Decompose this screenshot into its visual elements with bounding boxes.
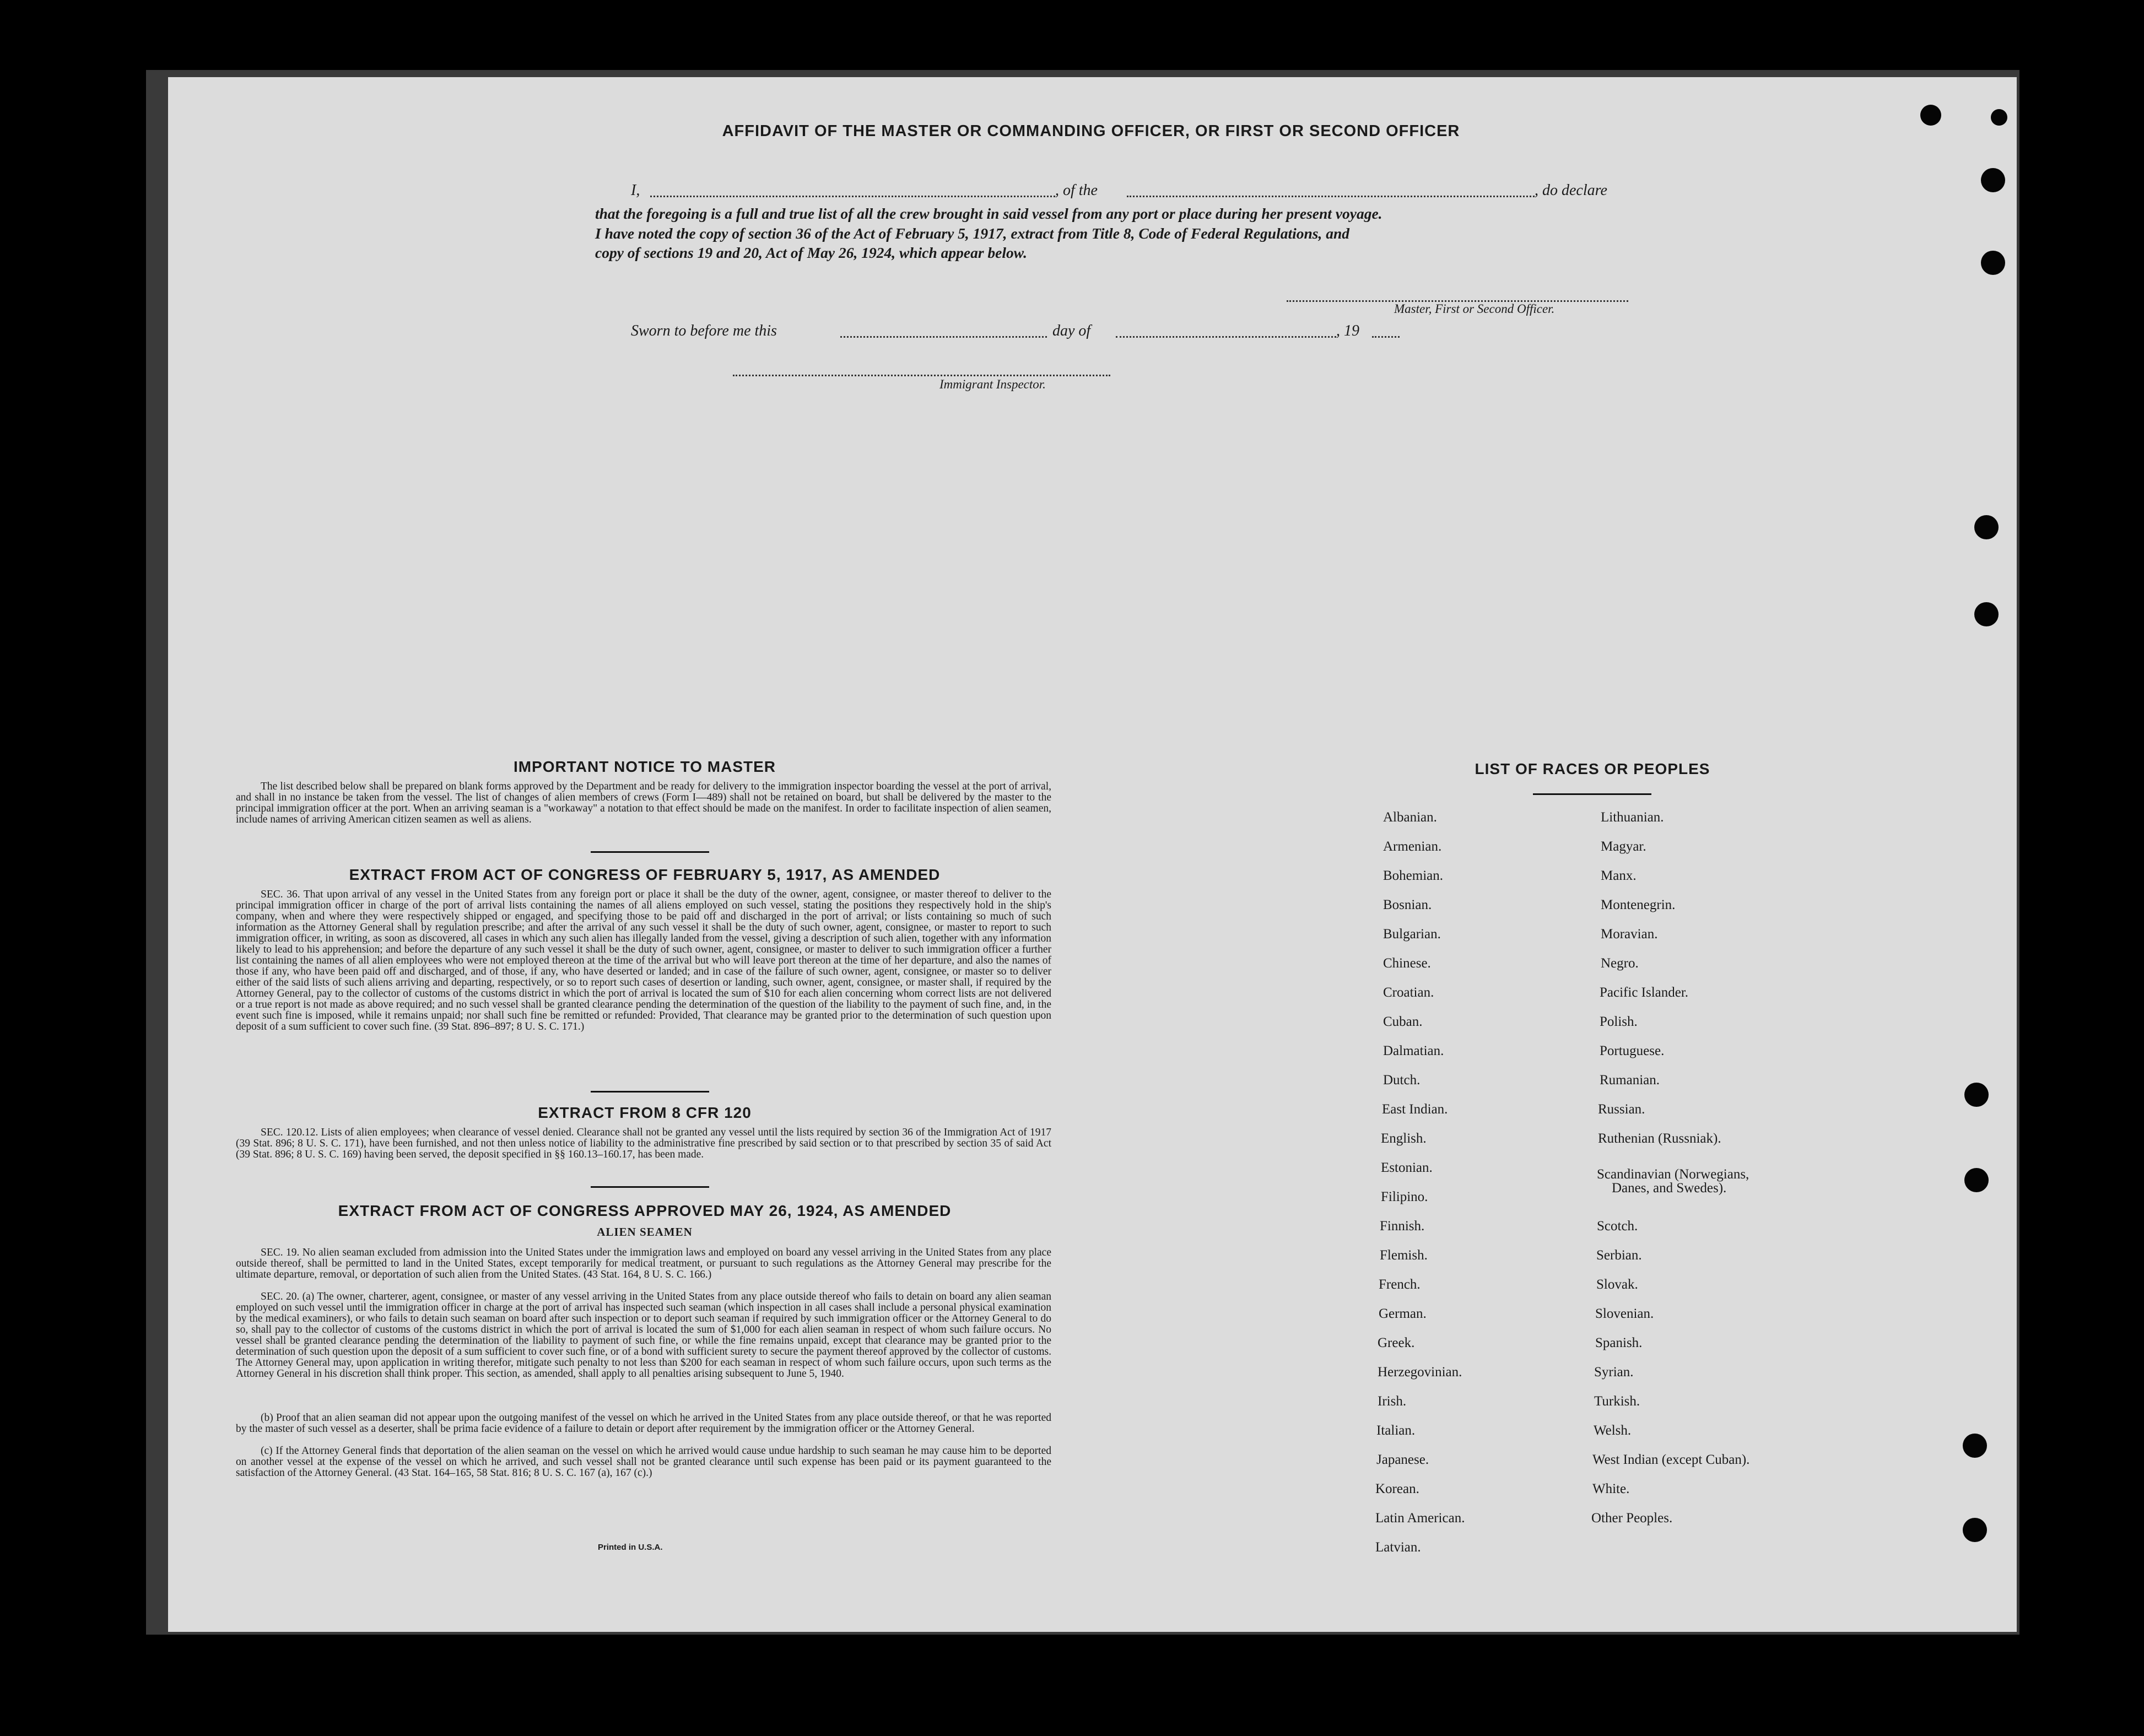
race-item: Polish. [1600,1014,1638,1029]
race-item: Syrian. [1594,1365,1634,1380]
race-item: Korean. [1375,1481,1419,1496]
race-item: Dalmatian. [1383,1043,1444,1058]
extract-cfr-title: EXTRACT FROM 8 CFR 120 [538,1104,752,1121]
punch-hole [1991,109,2007,126]
sworn-label: Sworn to before me this [631,322,777,339]
name-blank[interactable] [650,196,1055,197]
race-item: Montenegrin. [1601,897,1676,912]
race-item: Welsh. [1594,1423,1632,1438]
race-item: Other Peoples. [1591,1511,1673,1526]
sec20a-body: SEC. 20. (a) The owner, charterer, agent, consignee, or master of any vessel arriving in the United States from any place outside thereof who fails to detain on board any alien seaman employed on such vessel until the immigration officer in charge at the port of arrival has inspected such seaman (which inspection in all cases shall include a personal physical examination by the medical examiners), or who fails to detain such seaman on board after such inspection or to deport such seaman if required by such immigration officer or the Attorney General to do so, shall pay to the collector of customs of the customs district in which the port of arrival is located the sum of $1,000 for each alien seaman in respect of whom such failure occurs. No vessel shall be granted clearance pending the determination of the liability to payment of such fine, or while the fine remains unpaid, except that clearance may be granted prior to the determination of such question upon the deposit of a sum sufficient to cover such fine, or of a bond with sufficient surety to secure the payment thereof approved by the collector of customs. The Attorney General may, upon application in writing therefor, mitigate such penalty to not less than $200 for each seaman in respect of whom such failure occurs, upon such terms as the Attorney General in his discretion shall think proper. This section, as amended, shall apply to all penalties arising subsequent to June 5, 1940. [236,1291,1051,1380]
divider [591,851,709,853]
race-item: Flemish. [1380,1248,1428,1263]
race-item: Latin American. [1375,1511,1465,1526]
race-item: Finnish. [1380,1219,1425,1234]
race-item: Ruthenian (Russniak). [1598,1131,1721,1146]
punch-hole [1981,251,2005,275]
punch-hole [1974,515,1999,539]
race-item: English. [1381,1131,1427,1146]
race-item: Slovenian. [1595,1306,1654,1321]
affidavit-do-declare: , do declare [1535,182,1607,199]
race-item: Magyar. [1601,839,1646,854]
race-item: Bosnian. [1383,897,1432,912]
race-item: Italian. [1376,1423,1416,1438]
day-of-label: day of [1052,322,1091,339]
race-item: Slovak. [1596,1277,1638,1292]
document-page [168,77,2017,1632]
race-item: Spanish. [1595,1335,1643,1350]
inspector-signature-blank[interactable] [733,375,1110,376]
alien-seamen-subtitle: ALIEN SEAMEN [597,1225,693,1239]
year-prefix-label: , 19 [1336,322,1359,339]
affidavit-line-3: I have noted the copy of section 36 of the Act of February 5, 1917, extract from Title 8, Code of Federal Regulations, and [595,225,1350,242]
race-item: Scandinavian (Norwegians, [1597,1167,1749,1182]
race-item: Moravian. [1601,927,1658,942]
race-item: Manx. [1601,868,1637,883]
race-item: Irish. [1378,1394,1407,1409]
affidavit-of-the: , of the [1055,182,1098,199]
race-item: Scotch. [1597,1219,1638,1234]
extract-cfr-body: SEC. 120.12. Lists of alien employees; when clearance of vessel denied. Clearance shall not be granted any vessel until the lists required by section 36 of the Immigration Act of 1917 (39 Stat. 896; 8 U. S. C. 171), have been furnished, and not then unless notice of liability to the administrative fine prescribed by said section or to that prescribed by section 35 of said Act (39 Stat. 896; 8 U. S. C. 169) having been served, the deposit specified in §§ 160.13–160.17, has been made. [236,1127,1051,1160]
race-item: Croatian. [1383,985,1434,1000]
race-item: Danes, and Swedes). [1612,1181,1727,1196]
extract-1917-title: EXTRACT FROM ACT OF CONGRESS OF FEBRUARY 5, 1917, AS AMENDED [349,866,941,883]
sworn-day-blank[interactable] [840,336,1047,338]
divider [591,1186,709,1188]
race-item: Russian. [1598,1102,1645,1117]
race-item: Filipino. [1381,1189,1428,1204]
race-item: Estonian. [1381,1160,1433,1175]
affidavit-title: AFFIDAVIT OF THE MASTER OR COMMANDING OFFICER, OR FIRST OR SECOND OFFICER [722,122,1460,140]
race-item: Lithuanian. [1601,810,1664,825]
affidavit-line-2: that the foregoing is a full and true list of all the crew brought in said vessel from any port or place during her present voyage. [595,205,1382,222]
race-item: East Indian. [1382,1102,1448,1117]
punch-hole [1964,1168,1989,1192]
sec19-body: SEC. 19. No alien seaman excluded from admission into the United States under the immigration laws and employed on board any vessel arriving in the United States from any place outside thereof, shall be permitted to land in the United States, except temporarily for medical treatment, or pursuant to such regulations as the Attorney General may prescribe for the ultimate departure, removal, or deportation of such alien from the United States. (43 Stat. 164, 8 U. S. C. 166.) [236,1247,1051,1280]
sworn-month-blank[interactable] [1116,336,1336,338]
race-item: Turkish. [1594,1394,1640,1409]
race-item: West Indian (except Cuban). [1592,1452,1750,1467]
punch-hole [1920,105,1941,126]
race-item: Pacific Islander. [1600,985,1689,1000]
race-item: Latvian. [1375,1540,1421,1555]
extract-1917-body: SEC. 36. That upon arrival of any vessel in the United States from any foreign port or place it shall be the duty of the owner, agent, consignee, or master thereof to deliver to the principal immigration officer in charge of the port of arrival lists containing the names of all aliens employed on such vessel, stating the positions they respectively hold in the ship's company, when and where they were respectively shipped or engaged, and specifying those to be paid off and discharged in the port of arrival; or lists containing so much of such information as the Attorney General shall by regulation prescribe; and after the arrival of any such vessel it shall be the duty of such owner, agent, consignee, or master to report to such immigration officer, in writing, as soon as discovered, all cases in which any such alien has illegally landed from the vessel, giving a description of such alien, together with any information likely to lead to his apprehension; and before the departure of any such vessel it shall be the duty of such owner, agent, consignee, or master to deliver to such immigration officer a further list containing the names of all alien employees who were not employed thereon at the time of the arrival but who will leave port thereon at the time of her departure, and also the names of those if any, who have been paid off and discharged, and of those, if any, who have deserted or landed; and in case of the failure of such owner, agent, consignee, or master so to deliver either of the said lists of such aliens arriving and departing, respectively, or so to report such cases of desertion or landing, such owner, agent, consignee, or master shall, if required by the Attorney General, pay to the collector of customs of the customs district in which the port of arrival is located the sum of $10 for each alien concerning whom correct lists are not delivered or a true report is not made as above required; and no such vessel shall be granted clearance pending the determination of the question of the liability to the payment of such fine, and, in the event such fine is imposed, while it remains unpaid; nor shall such fine be remitted or refunded: Provided, That clearance may be granted prior to the determination of such question upon deposit of a sum sufficient to cover such fine. (39 Stat. 896–897; 8 U. S. C. 171.) [236,889,1051,1032]
race-item: Negro. [1601,956,1639,971]
race-item: Portuguese. [1600,1043,1665,1058]
vessel-blank[interactable] [1127,196,1535,197]
race-item: Cuban. [1383,1014,1423,1029]
notice-title: IMPORTANT NOTICE TO MASTER [513,758,776,775]
races-title: LIST OF RACES OR PEOPLES [1475,760,1710,777]
sworn-year-blank[interactable] [1372,336,1400,338]
sec20c-body: (c) If the Attorney General finds that deportation of the alien seaman on the vessel on which he arrived would cause undue hardship to such seaman he may cause him to be deported on another vessel at the expense of the vessel on which he arrived, and such vessel shall not be granted clearance until such expense has been paid or its payment guaranteed to the satisfaction of the Attorney General. (43 Stat. 164–165, 58 Stat. 816; 8 U. S. C. 167 (a), 167 (c).) [236,1445,1051,1479]
divider [591,1091,709,1093]
inspector-label: Immigrant Inspector. [939,377,1046,391]
race-item: Armenian. [1383,839,1442,854]
race-item: German. [1379,1306,1427,1321]
divider [1533,793,1651,795]
printed-in-usa: Printed in U.S.A. [598,1543,663,1552]
punch-hole [1981,168,2005,192]
race-item: White. [1592,1481,1630,1496]
race-item: Herzegovinian. [1378,1365,1462,1380]
race-item: Serbian. [1596,1248,1642,1263]
master-signature-label: Master, First or Second Officer. [1394,302,1555,316]
race-item: Rumanian. [1600,1073,1660,1088]
race-item: Greek. [1378,1335,1415,1350]
race-item: Japanese. [1376,1452,1429,1467]
affidavit-i-label: I, [631,182,640,199]
punch-hole [1964,1083,1989,1107]
race-item: Bohemian. [1383,868,1444,883]
affidavit-line-4: copy of sections 19 and 20, Act of May 26, 1924, which appear below. [595,244,1027,261]
race-item: Dutch. [1383,1073,1421,1088]
notice-body: The list described below shall be prepared on blank forms approved by the Department and be ready for delivery to the immigration inspector boarding the vessel at the port of arrival, and shall in no instance be taken from the vessel. The list of changes of alien members of crews (Form I—489) shall not be retained on board, but shall be delivered by the master to the principal immigration officer at the port. When an arriving seaman is a "workaway" a notation to that effect should be made on the manifest. In order to facilitate inspection of alien seamen, include names of arriving American citizen seamen as well as aliens. [236,781,1051,825]
race-item: Albanian. [1383,810,1437,825]
punch-hole [1963,1434,1987,1458]
race-item: Bulgarian. [1383,927,1441,942]
punch-hole [1974,602,1999,626]
race-item: Chinese. [1383,956,1431,971]
punch-hole [1963,1518,1987,1542]
sec20b-body: (b) Proof that an alien seaman did not appear upon the outgoing manifest of the vessel on which he arrived in the United States from any place outside thereof, or that he was reported by the master of such vessel as a deserter, shall be prima facie evidence of a failure to detain or deport after requirement by the immigration officer or the Attorney General. [236,1412,1051,1435]
race-item: French. [1379,1277,1421,1292]
extract-1924-title: EXTRACT FROM ACT OF CONGRESS APPROVED MAY 26, 1924, AS AMENDED [338,1202,952,1219]
